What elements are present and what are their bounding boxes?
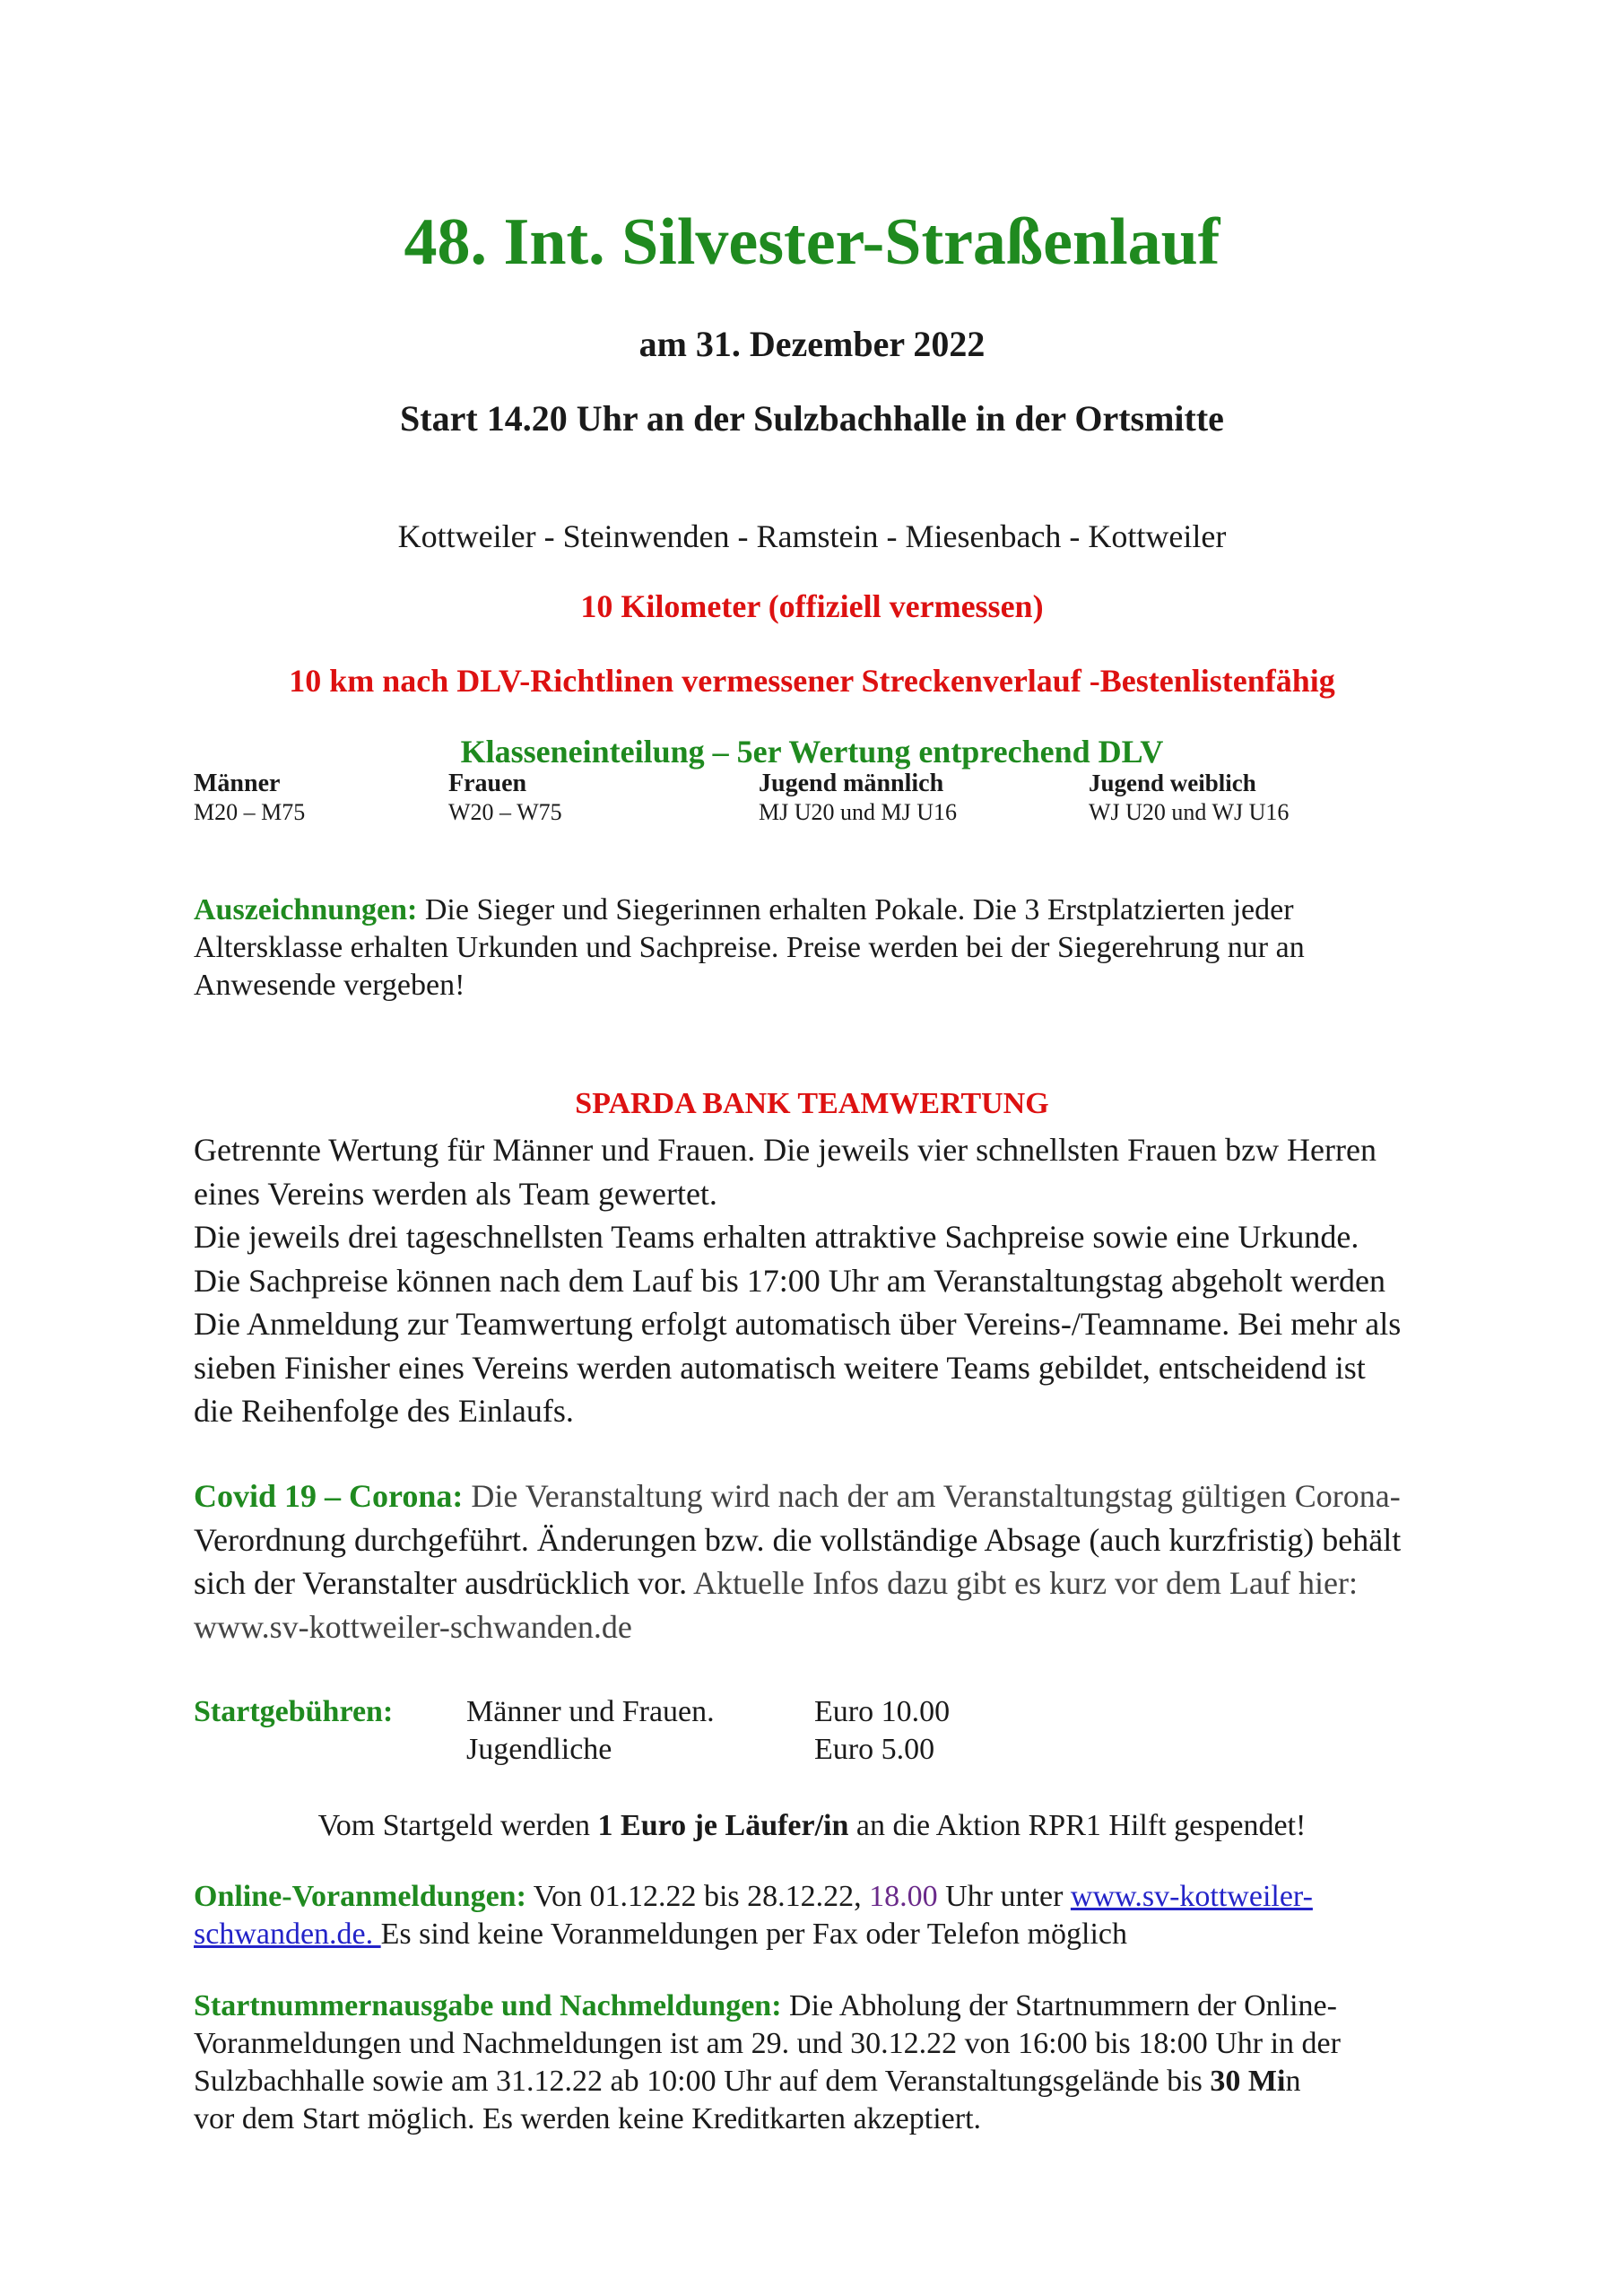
online-registration-link[interactable]: www.sv-kottweiler- [1070, 1880, 1313, 1913]
classes-heading: Klasseneinteilung – 5er Wertung entprechend DLV [460, 734, 1164, 770]
route-distance: 10 Kilometer (offiziell vermessen) [580, 588, 1044, 624]
team-heading: SPARDA BANK TEAMWERTUNG [575, 1087, 1049, 1120]
donation-text-post: an die Aktion RPR1 Hilft gespendet! [848, 1809, 1307, 1842]
team-line: Getrennte Wertung für Männer und Frauen. Die jeweils vier schnellsten Frauen bzw Herren [194, 1132, 1376, 1168]
awards-text-3: Anwesende vergeben! [194, 969, 465, 1002]
event-date: am 31. Dezember 2022 [638, 324, 986, 364]
start-info: Start 14.20 Uhr an der Sulzbachhalle in der Ortsmitte [400, 398, 1224, 439]
class-range-women: W20 – W75 [448, 799, 562, 825]
team-paragraph [194, 1128, 1449, 1433]
route-dlv-note: 10 km nach DLV-Richtlinen vermessener Streckenverlauf -Bestenlistenfähig [289, 663, 1335, 699]
online-registration-link-cont[interactable]: schwanden.de. [194, 1918, 381, 1951]
fees-label: Startgebühren: [194, 1695, 394, 1728]
team-line: Die Sachpreise können nach dem Lauf bis 17:00 Uhr am Veranstaltungstag abgeholt werden [194, 1262, 1385, 1299]
team-line: Die Anmeldung zur Teamwertung erfolgt automatisch über Vereins-/Teamname. Bei mehr als [194, 1306, 1402, 1342]
pickup-text-1: Die Abholung der Startnummern der Online- [781, 1989, 1337, 2022]
awards-paragraph [194, 891, 1449, 1004]
class-label-youth-female: Jugend weiblich [1089, 770, 1256, 796]
fees-price: Euro 10.00 [814, 1695, 951, 1728]
class-label-men: Männer [194, 770, 281, 797]
team-line: sieben Finisher eines Vereins werden automatisch weitere Teams gebildet, entscheidend ist [194, 1349, 1366, 1386]
donation-note [0, 1807, 1624, 1845]
class-label-women: Frauen [448, 770, 527, 797]
class-range-men: M20 – M75 [194, 799, 306, 825]
covid-paragraph [194, 1474, 1449, 1648]
pickup-label: Startnummernausgabe und Nachmeldungen: [194, 1989, 782, 2022]
online-text-1: Von 01.12.22 bis 28.12.22, [525, 1880, 870, 1913]
team-line: Die jeweils drei tageschnellsten Teams erhalten attraktive Sachpreise sowie eine Urkunde. [194, 1219, 1359, 1255]
pickup-text-2: Voranmeldungen und Nachmeldungen ist am 29. und 30.12.22 von 16:00 bis 18:00 Uhr in der [194, 2027, 1341, 2060]
donation-amount: 1 Euro je Läufer/in [597, 1809, 849, 1842]
online-paragraph [194, 1878, 1449, 1953]
pickup-text-3c: n [1285, 2065, 1301, 2098]
covid-label: Covid 19 – Corona: [194, 1478, 464, 1514]
team-line: die Reihenfolge des Einlaufs. [194, 1393, 574, 1429]
covid-text-2: Verordnung durchgeführt. Änderungen bzw. die vollständige Absage (auch kurzfristig) behält [194, 1521, 1402, 1558]
awards-label: Auszeichnungen: [194, 893, 418, 926]
class-range-youth-female: WJ U20 und WJ U16 [1089, 799, 1290, 825]
pickup-text-3a: Sulzbachhalle sowie am 31.12.22 ab 10:00 Uhr auf dem Veranstaltungsgelände bis [194, 2065, 1211, 2098]
donation-text-pre: Vom Startgeld werden [317, 1809, 598, 1842]
pickup-text-3b: 30 Mi [1210, 2065, 1286, 2098]
awards-text-1: Die Sieger und Siegerinnen erhalten Pokale. Die 3 Erstplatzierten jeder [417, 893, 1294, 926]
covid-text-1: Die Veranstaltung wird nach der am Veranstaltungstag gültigen Corona- [463, 1478, 1401, 1514]
fees-category: Jugendliche [466, 1733, 612, 1766]
covid-website: www.sv-kottweiler-schwanden.de [194, 1608, 632, 1645]
online-label: Online-Voranmeldungen: [194, 1880, 526, 1913]
online-text-3: Es sind keine Voranmeldungen per Fax oder Telefon möglich [380, 1918, 1127, 1951]
fees-price: Euro 5.00 [814, 1733, 935, 1766]
team-line: eines Vereins werden als Team gewertet. [194, 1175, 717, 1212]
route-towns: Kottweiler - Steinwenden - Ramstein - Miesenbach - Kottweiler [397, 518, 1227, 554]
pickup-paragraph [194, 1987, 1449, 2138]
class-label-youth-male: Jugend männlich [759, 770, 944, 797]
class-range-youth-male: MJ U20 und MJ U16 [759, 799, 958, 825]
covid-text-3a: sich der Veranstalter ausdrücklich vor. [194, 1565, 688, 1601]
online-deadline-time: 18.00 [869, 1880, 938, 1913]
page-title: 48. Int. Silvester-Straßenlauf [404, 205, 1220, 279]
covid-text-3b: Aktuelle Infos dazu gibt es kurz vor dem Lauf hier: [687, 1565, 1358, 1601]
fees-category: Männer und Frauen. [466, 1695, 715, 1728]
online-text-2: Uhr unter [937, 1880, 1071, 1913]
awards-text-2: Altersklasse erhalten Urkunden und Sachpreise. Preise werden bei der Siegerehrung nur an [194, 931, 1305, 964]
pickup-text-4: vor dem Start möglich. Es werden keine Kreditkarten akzeptiert. [194, 2102, 982, 2135]
